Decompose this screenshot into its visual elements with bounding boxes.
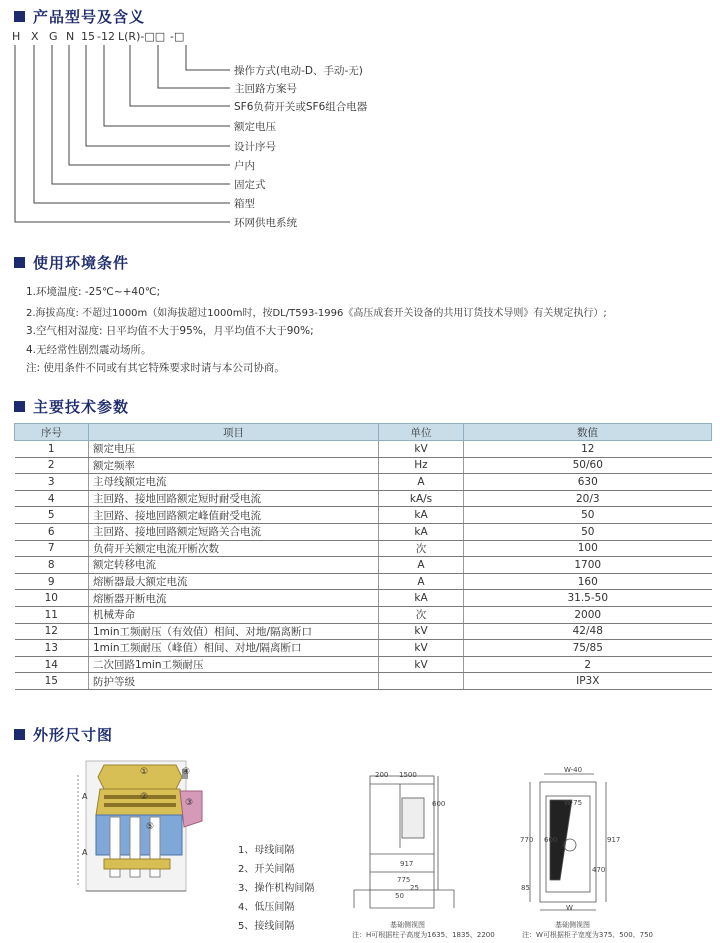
table-row: [15, 540, 712, 557]
row-index: 13: [15, 640, 89, 657]
row-index: 3: [15, 474, 89, 491]
table-row: [15, 656, 712, 673]
row-index: 2: [15, 457, 89, 474]
row-value: 100: [464, 540, 712, 557]
row-unit: 次: [379, 540, 464, 557]
row-value: 31.5-50: [464, 590, 712, 607]
model-label: SF6负荷开关或SF6组合电器: [234, 101, 368, 113]
row-item: 负荷开关额定电流开断次数: [89, 540, 379, 557]
code-char: L(R)-□□: [118, 30, 166, 43]
params-table: [14, 423, 712, 690]
dim-label: 917: [400, 860, 414, 868]
row-value: 50: [464, 507, 712, 524]
drawing-note: 注：H可根据柱子高度为1635、1835、2200: [352, 931, 495, 939]
dim-label: 50: [395, 892, 404, 900]
row-item: 额定电压: [89, 441, 379, 458]
model-label: 设计序号: [234, 141, 276, 153]
drawing-caption: 基础侧视图: [555, 921, 590, 929]
table-row: [15, 673, 712, 690]
col-header: 数值: [464, 424, 712, 441]
row-value: 20/3: [464, 490, 712, 507]
row-item: 1min工频耐压（峰值）相间、对地/隔离断口: [89, 640, 379, 657]
row-index: 11: [15, 606, 89, 623]
model-label: 操作方式(电动-D、手动-无): [234, 65, 363, 77]
legend-item: 3、操作机构间隔: [238, 883, 315, 894]
table-row: [15, 557, 712, 574]
row-unit: 次: [379, 606, 464, 623]
dim-a-label: A: [82, 792, 88, 801]
row-unit: kA/s: [379, 490, 464, 507]
row-index: 10: [15, 590, 89, 607]
model-label: 箱型: [234, 198, 255, 210]
dim-label: W-75: [564, 799, 583, 807]
square-icon: [14, 729, 25, 740]
table-row: [15, 623, 712, 640]
table-row: [15, 441, 712, 458]
code-char: X: [31, 30, 39, 43]
row-value: 50/60: [464, 457, 712, 474]
dim-label: W-40: [564, 766, 583, 774]
marker-1: ①: [140, 767, 149, 777]
table-row: [15, 573, 712, 590]
row-index: 9: [15, 573, 89, 590]
col-header: 序号: [15, 424, 89, 441]
row-item: 熔断器最大额定电流: [89, 573, 379, 590]
cabinet-front-drawing: [70, 755, 210, 905]
dim-label: 85: [521, 884, 530, 892]
model-label: 环网供电系统: [234, 217, 297, 229]
dim-label: 770: [520, 836, 534, 844]
model-connector-lines: [0, 0, 240, 235]
env-item: 2.海拔高度: 不超过1000m（如海拔超过1000m时，按DL/T593-1996《高压成套开关设备的共用订货技术导则》有关规定执行）;: [26, 308, 607, 319]
legend-item: 4、低压间隔: [238, 902, 295, 913]
code-char: -12: [97, 30, 115, 43]
row-item: 主回路、接地回路额定短时耐受电流: [89, 490, 379, 507]
row-index: 15: [15, 673, 89, 690]
dim-label: 470: [592, 866, 606, 874]
marker-4: ④: [182, 767, 191, 777]
row-item: 额定频率: [89, 457, 379, 474]
dim-a-label: A: [82, 848, 88, 857]
dim-label: 917: [607, 836, 621, 844]
code-char: H: [12, 30, 21, 43]
section-title-env: 使用环境条件: [14, 252, 129, 273]
row-item: 主回路、接地回路额定短路关合电流: [89, 523, 379, 540]
table-row: [15, 523, 712, 540]
row-unit: kV: [379, 441, 464, 458]
row-index: 7: [15, 540, 89, 557]
row-value: 50: [464, 523, 712, 540]
dim-label: 600: [432, 800, 446, 808]
dim-label: 600: [544, 836, 558, 844]
row-value: 42/48: [464, 623, 712, 640]
col-header: 项目: [89, 424, 379, 441]
row-index: 1: [15, 441, 89, 458]
code-char: G: [49, 30, 58, 43]
model-label: 额定电压: [234, 121, 276, 133]
table-row: [15, 474, 712, 491]
row-unit: [379, 673, 464, 690]
dim-label: 775: [397, 876, 411, 884]
row-value: 2000: [464, 606, 712, 623]
row-unit: kA: [379, 590, 464, 607]
row-value: 630: [464, 474, 712, 491]
row-value: IP3X: [464, 673, 712, 690]
env-item: 1.环境温度: -25℃~+40℃;: [26, 286, 161, 298]
marker-5: ⑤: [146, 822, 155, 832]
row-item: 二次回路1min工频耐压: [89, 656, 379, 673]
model-label: 户内: [234, 160, 255, 172]
code-char: N: [66, 30, 75, 43]
row-index: 5: [15, 507, 89, 524]
row-unit: A: [379, 474, 464, 491]
row-unit: kV: [379, 640, 464, 657]
row-item: 额定转移电流: [89, 557, 379, 574]
row-item: 机械寿命: [89, 606, 379, 623]
row-unit: A: [379, 573, 464, 590]
table-row: [15, 490, 712, 507]
env-item: 3.空气相对湿度: 日平均值不大于95%，月平均值不大于90%;: [26, 325, 314, 337]
legend-item: 5、接线间隔: [238, 921, 295, 932]
row-item: 主母线额定电流: [89, 474, 379, 491]
row-unit: kV: [379, 623, 464, 640]
model-label: 固定式: [234, 179, 266, 191]
row-unit: A: [379, 557, 464, 574]
square-icon: [14, 401, 25, 412]
section-title-model: 产品型号及含义: [14, 6, 145, 27]
drawing-note: 注：W可根据柜子宽度为375、500、750: [522, 931, 654, 939]
legend-item: 1、母线间隔: [238, 845, 295, 856]
row-unit: kA: [379, 523, 464, 540]
col-header: 单位: [379, 424, 464, 441]
row-item: 防护等级: [89, 673, 379, 690]
table-row: [15, 457, 712, 474]
base-view-drawing: [520, 770, 620, 920]
square-icon: [14, 257, 25, 268]
table-row: [15, 590, 712, 607]
row-unit: kV: [379, 656, 464, 673]
section-title-dims: 外形尺寸图: [14, 724, 113, 745]
row-index: 14: [15, 656, 89, 673]
row-value: 160: [464, 573, 712, 590]
env-item: 4.无经常性剧烈震动场所。: [26, 344, 152, 356]
dim-label: 200: [375, 771, 389, 779]
dim-label: W: [566, 904, 573, 912]
row-index: 12: [15, 623, 89, 640]
row-item: 主回路、接地回路额定峰值耐受电流: [89, 507, 379, 524]
model-label: 主回路方案号: [234, 83, 297, 95]
side-view-drawing: [350, 758, 470, 918]
code-char: -□: [170, 30, 185, 43]
row-index: 8: [15, 557, 89, 574]
table-row: [15, 640, 712, 657]
row-index: 4: [15, 490, 89, 507]
table-row: [15, 507, 712, 524]
table-row: [15, 606, 712, 623]
table-header-row: [15, 424, 712, 441]
marker-3: ③: [185, 798, 194, 808]
env-note: 注: 使用条件不同或有其它特殊要求时请与本公司协商。: [26, 362, 285, 374]
row-value: 2: [464, 656, 712, 673]
row-item: 熔断器开断电流: [89, 590, 379, 607]
code-char: 15: [81, 30, 95, 43]
legend-item: 2、开关间隔: [238, 864, 295, 875]
row-value: 1700: [464, 557, 712, 574]
row-unit: Hz: [379, 457, 464, 474]
dim-label: 1500: [399, 771, 417, 779]
section-title-params: 主要技术参数: [14, 396, 129, 417]
row-unit: kA: [379, 507, 464, 524]
row-value: 75/85: [464, 640, 712, 657]
drawing-caption: 基础侧视图: [390, 921, 425, 929]
row-value: 12: [464, 441, 712, 458]
dim-label: 25: [410, 884, 419, 892]
marker-2: ②: [140, 792, 149, 802]
row-item: 1min工频耐压（有效值）相间、对地/隔离断口: [89, 623, 379, 640]
row-index: 6: [15, 523, 89, 540]
